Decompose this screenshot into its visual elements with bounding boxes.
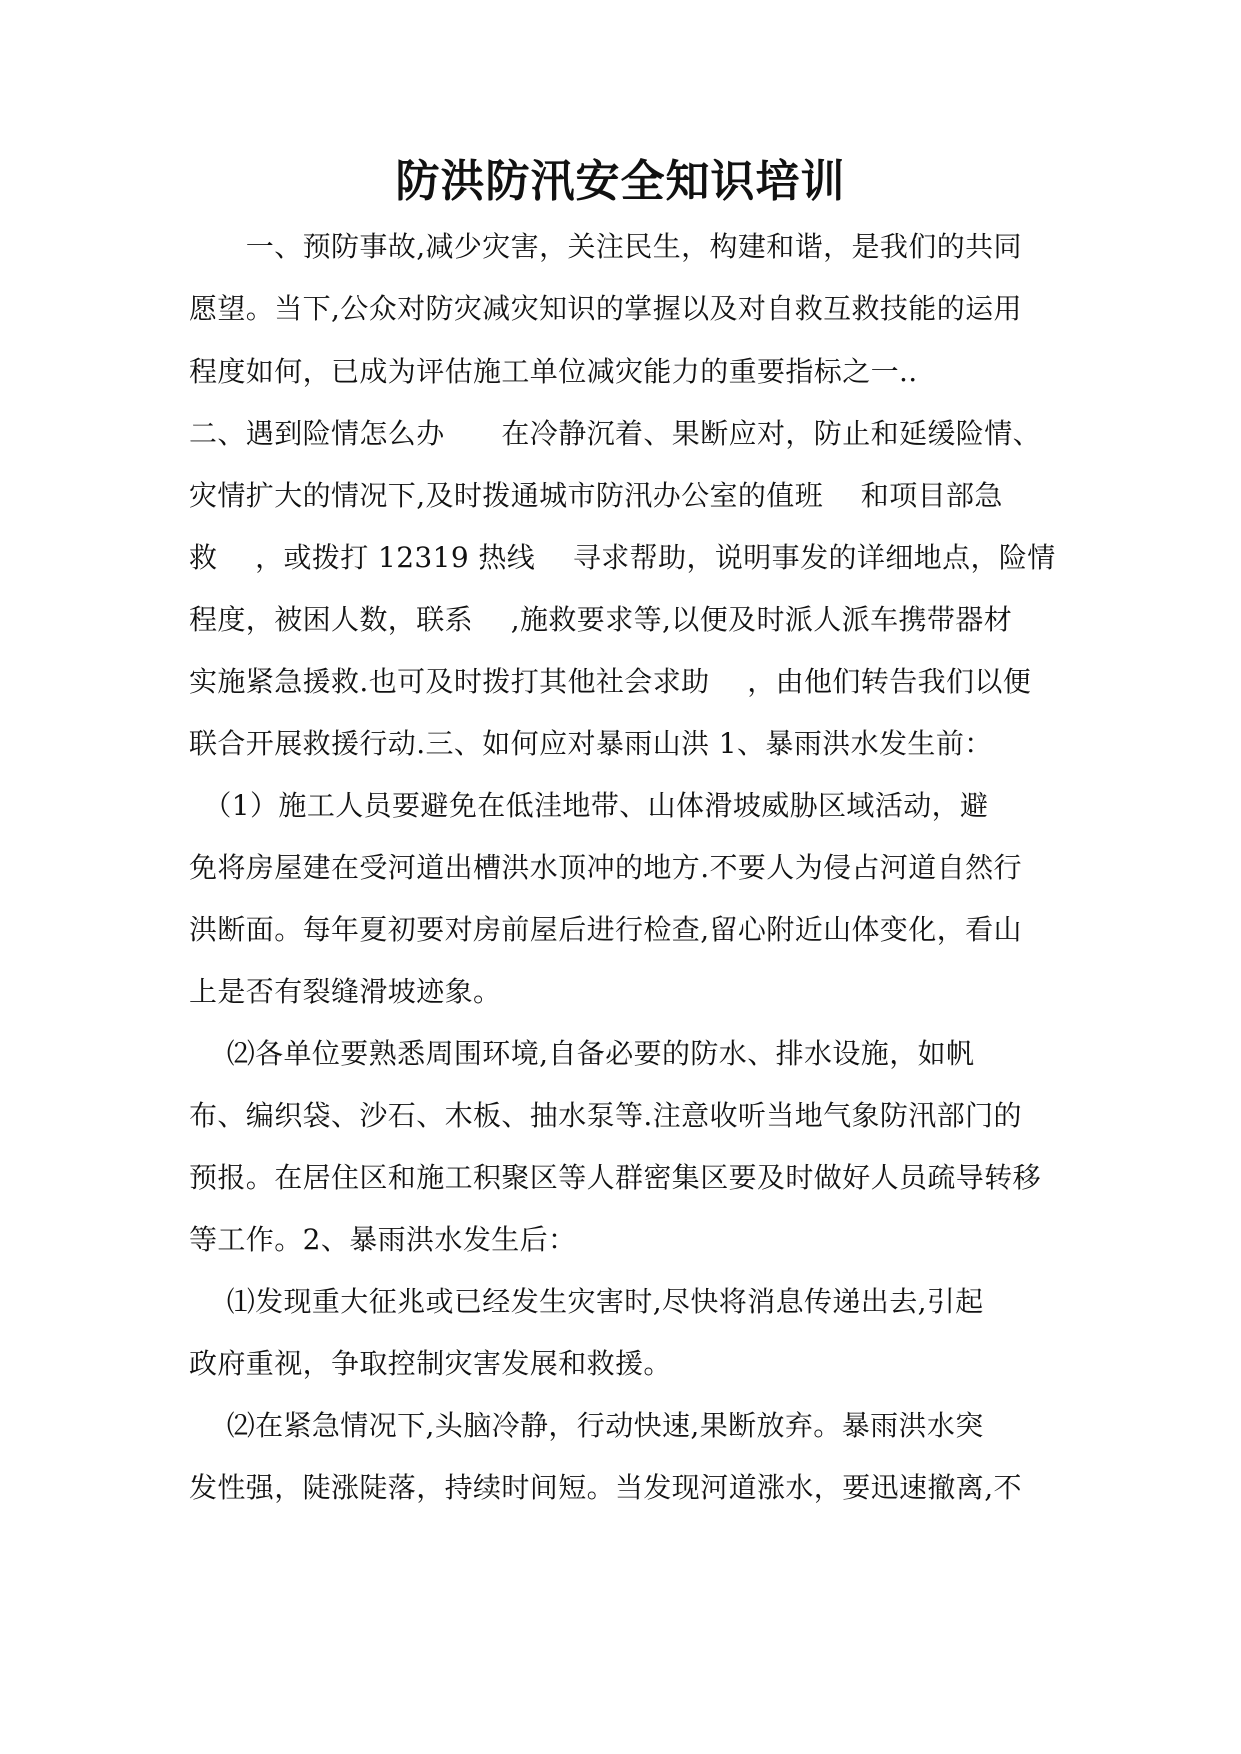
paragraph-line: 洪断面。每年夏初要对房前屋后进行检查,留心附近山体变化，看山 <box>189 913 1022 946</box>
paragraph-line: 发性强，陡涨陡落，持续时间短。当发现河道涨水，要迅速撤离,不 <box>189 1471 1022 1504</box>
document-title: 防洪防汛安全知识培训 <box>395 156 846 207</box>
paragraph-line: 救 ，或拨打 12319 热线 寻求帮助，说明事发的详细地点，险情 <box>189 541 1056 574</box>
paragraph-line: ⑵各单位要熟悉周围环境,自备必要的防水、排水设施，如帆 <box>189 1037 975 1070</box>
paragraph-line: 上是否有裂缝滑坡迹象。 <box>189 975 502 1008</box>
paragraph-line: 联合开展救援行动.三、如何应对暴雨山洪 1、暴雨洪水发生前： <box>189 727 993 760</box>
paragraph-line: 灾情扩大的情况下,及时拨通城市防汛办公室的值班 和项目部急 <box>189 479 1003 512</box>
paragraph-line: 免将房屋建在受河道出槽洪水顶冲的地方.不要人为侵占河道自然行 <box>189 851 1022 884</box>
paragraph-line: （1）施工人员要避免在低洼地带、山体滑坡威胁区域活动，避 <box>189 789 989 822</box>
paragraph-line: ⑴发现重大征兆或已经发生灾害时,尽快将消息传递出去,引起 <box>189 1285 984 1318</box>
paragraph-line: 程度，被困人数，联系 ,施救要求等,以便及时派人派车携带器材 <box>189 603 1013 636</box>
paragraph-line: 二、遇到险情怎么办 在冷静沉着、果断应对，防止和延缓险情、 <box>189 417 1042 450</box>
paragraph-line: 政府重视，争取控制灾害发展和救援。 <box>189 1347 672 1380</box>
paragraph-line: 实施紧急援救.也可及时拨打其他社会求助 ，由他们转告我们以便 <box>189 665 1032 698</box>
paragraph-line: ⑵在紧急情况下,头脑冷静，行动快速,果断放弃。暴雨洪水突 <box>189 1409 984 1442</box>
paragraph-line: 一、预防事故,减少灾害，关注民生，构建和谐，是我们的共同 <box>189 230 1022 263</box>
paragraph-line: 预报。在居住区和施工积聚区等人群密集区要及时做好人员疏导转移 <box>189 1161 1042 1194</box>
paragraph-line: 等工作。2、暴雨洪水发生后： <box>189 1223 577 1256</box>
paragraph-line: 程度如何，已成为评估施工单位减灾能力的重要指标之一.. <box>189 355 918 388</box>
paragraph-line: 布、编织袋、沙石、木板、抽水泵等.注意收听当地气象防汛部门的 <box>189 1099 1022 1132</box>
paragraph-line: 愿望。当下,公众对防灾减灾知识的掌握以及对自救互救技能的运用 <box>189 292 1022 325</box>
